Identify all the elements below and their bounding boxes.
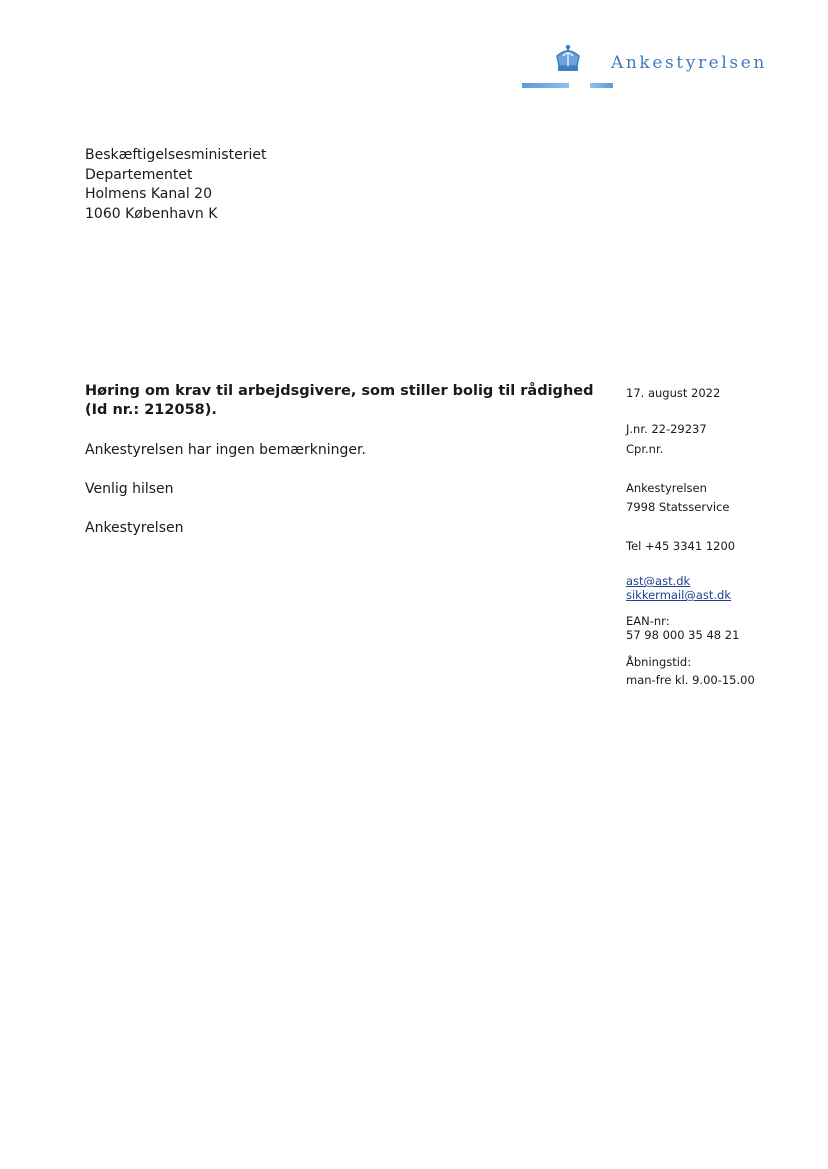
logo-wordmark: Ankestyrelsen	[611, 53, 767, 73]
opening-hours-label: Åbningstid:	[626, 655, 692, 669]
letter-closing: Venlig hilsen	[85, 481, 174, 497]
crown-icon	[554, 44, 582, 74]
recipient-department: Departementet	[85, 166, 193, 183]
journal-number: J.nr. 22-29237	[626, 422, 707, 436]
recipient-name: Beskæftigelsesministeriet	[85, 147, 267, 163]
secure-email-link[interactable]: sikkermail@ast.dk	[626, 588, 731, 602]
letter-signature: Ankestyrelsen	[85, 520, 184, 536]
email-link[interactable]: ast@ast.dk	[626, 574, 691, 588]
sender-org: Ankestyrelsen	[626, 481, 707, 495]
recipient-address	[85, 146, 266, 224]
email-link-wrap	[626, 574, 690, 589]
recipient-city: 1060 København K	[85, 205, 218, 222]
sender-phone: Tel +45 3341 1200	[626, 539, 736, 553]
opening-hours-value: man-fre kl. 9.00-15.00	[626, 673, 755, 687]
recipient-street: Holmens Kanal 20	[85, 186, 212, 202]
sender-address: 7998 Statsservice	[626, 500, 730, 514]
ean-value: 57 98 000 35 48 21	[626, 628, 740, 642]
secure-email-link-wrap	[626, 588, 731, 603]
letter-date: 17. august 2022	[626, 386, 721, 400]
letter-body: Ankestyrelsen har ingen bemærkninger.	[85, 442, 366, 458]
letter-subject: Høring om krav til arbejdsgivere, som stiller bolig til rådighed (Id nr.: 212058).	[85, 383, 594, 418]
ean-label: EAN-nr:	[626, 614, 670, 628]
cpr-number: Cpr.nr.	[626, 442, 664, 456]
logo-bar-right	[590, 83, 613, 88]
logo-bar-left	[522, 83, 569, 88]
